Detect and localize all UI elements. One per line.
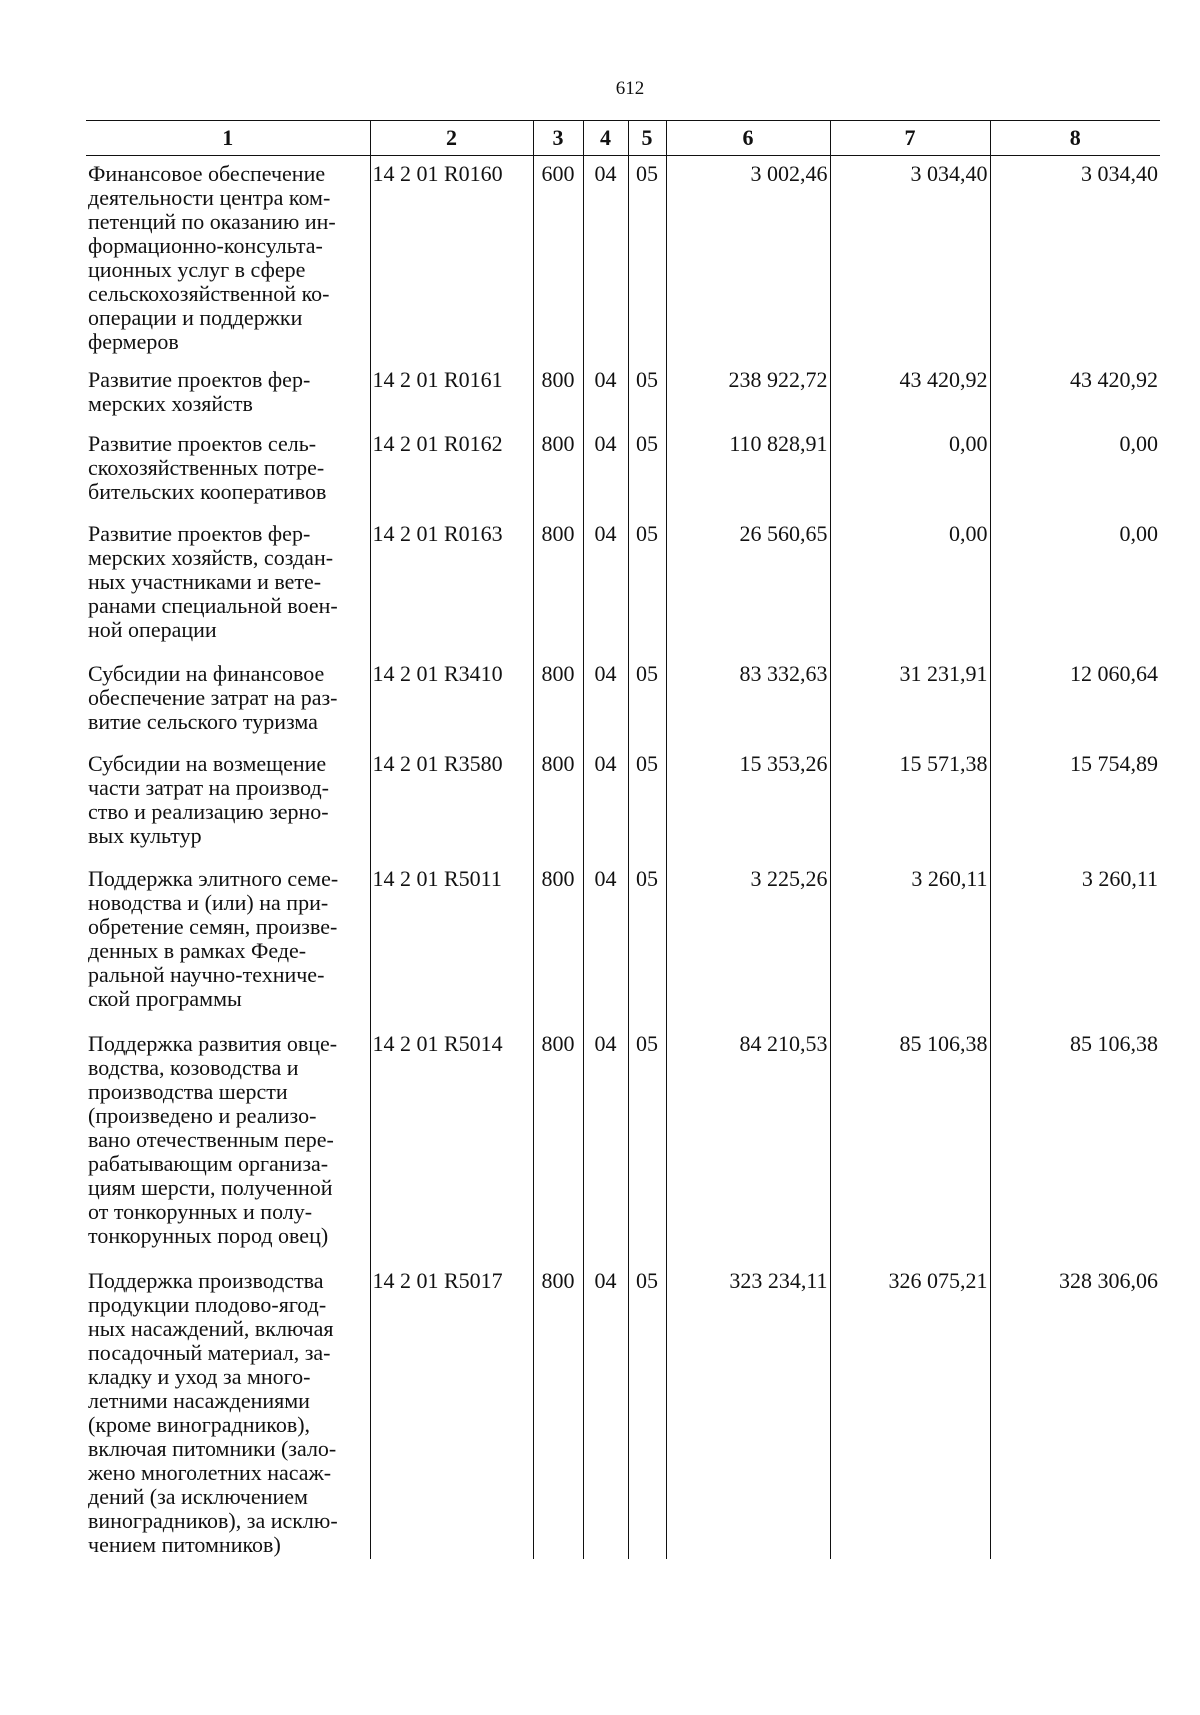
col4-cell: 04 — [583, 1026, 628, 1263]
value8-cell: 0,00 — [990, 516, 1160, 656]
col5-cell: 05 — [628, 516, 666, 656]
table-row — [86, 516, 1160, 656]
table-row — [86, 1263, 1160, 1559]
header-row — [86, 121, 1160, 156]
col3-cell: 800 — [533, 1263, 583, 1559]
col5-cell: 05 — [628, 362, 666, 426]
row-name-cell — [86, 1026, 370, 1263]
column-header: 3 — [533, 121, 583, 156]
value6-cell: 83 332,63 — [666, 656, 830, 746]
col4-cell: 04 — [583, 362, 628, 426]
table-row — [86, 746, 1160, 861]
row-name: Субсидии на финансовое обеспечение затрат на раз- витие сельского туризма — [88, 661, 338, 734]
table-row — [86, 362, 1160, 426]
column-header: 7 — [830, 121, 990, 156]
value7-cell: 43 420,92 — [830, 362, 990, 426]
value6-cell: 84 210,53 — [666, 1026, 830, 1263]
col3-cell: 800 — [533, 861, 583, 1026]
row-name: Финансовое обеспечение деятельности центра ком- петенций по оказанию ин- формационно-консульта- ционных услуг в сфере сельскохозяйственной ко- операции и поддержки фермеров — [88, 161, 336, 354]
value8-cell: 43 420,92 — [990, 362, 1160, 426]
code-cell: 14 2 01 R0163 — [370, 516, 533, 656]
value6-cell: 26 560,65 — [666, 516, 830, 656]
row-name-cell — [86, 516, 370, 656]
row-name-cell — [86, 156, 370, 363]
col4-cell: 04 — [583, 1263, 628, 1559]
row-name-cell — [86, 1263, 370, 1559]
col3-cell: 800 — [533, 656, 583, 746]
value8-cell: 3 260,11 — [990, 861, 1160, 1026]
value6-cell: 3 002,46 — [666, 156, 830, 363]
row-name-cell — [86, 426, 370, 516]
value8-cell: 3 034,40 — [990, 156, 1160, 363]
row-name: Развитие проектов фер- мерских хозяйств, создан- ных участниками и вете- ранами специальной воен- ной операции — [88, 521, 338, 642]
column-header: 2 — [370, 121, 533, 156]
code-cell: 14 2 01 R5017 — [370, 1263, 533, 1559]
col5-cell: 05 — [628, 861, 666, 1026]
col5-cell: 05 — [628, 1263, 666, 1559]
value6-cell: 323 234,11 — [666, 1263, 830, 1559]
col5-cell: 05 — [628, 426, 666, 516]
row-name: Поддержка производства продукции плодово-ягод- ных насаждений, включая посадочный материал, за- кладку и уход за много- летними насаждениями (кроме виноградников), включая питомники (зало- жено многолетних насаж- дений (за исключением виноградников), за исклю- чением питомников) — [88, 1268, 338, 1557]
value7-cell: 3 034,40 — [830, 156, 990, 363]
value7-cell: 15 571,38 — [830, 746, 990, 861]
row-name: Поддержка элитного семе- новодства и (или) на при- обретение семян, произве- денных в рамках Феде- ральной научно-техниче- ской программы — [88, 866, 339, 1011]
code-cell: 14 2 01 R0161 — [370, 362, 533, 426]
row-name: Развитие проектов сель- скохозяйственных потре- бительских кооперативов — [88, 431, 327, 504]
value8-cell: 12 060,64 — [990, 656, 1160, 746]
row-name: Субсидии на возмещение части затрат на производ- ство и реализацию зерно- вых культур — [88, 751, 329, 848]
code-cell: 14 2 01 R3410 — [370, 656, 533, 746]
column-header: 5 — [628, 121, 666, 156]
value6-cell: 110 828,91 — [666, 426, 830, 516]
row-name: Развитие проектов фер- мерских хозяйств — [88, 367, 311, 416]
value7-cell: 326 075,21 — [830, 1263, 990, 1559]
col5-cell: 05 — [628, 656, 666, 746]
code-cell: 14 2 01 R3580 — [370, 746, 533, 861]
code-cell: 14 2 01 R0162 — [370, 426, 533, 516]
column-header: 8 — [990, 121, 1160, 156]
table-row — [86, 1026, 1160, 1263]
column-header: 1 — [86, 121, 370, 156]
table-row — [86, 861, 1160, 1026]
col3-cell: 800 — [533, 362, 583, 426]
col3-cell: 800 — [533, 516, 583, 656]
code-cell: 14 2 01 R0160 — [370, 156, 533, 363]
row-name: Поддержка развития овце- водства, козоводства и производства шерсти (произведено и реализо- вано отечественным пере- рабатывающим организа- циям шерсти, полученной от тонкорунных и полу- тонкорунных пород овец) — [88, 1031, 338, 1248]
col3-cell: 800 — [533, 746, 583, 861]
code-cell: 14 2 01 R5011 — [370, 861, 533, 1026]
value8-cell: 0,00 — [990, 426, 1160, 516]
value7-cell: 0,00 — [830, 516, 990, 656]
col4-cell: 04 — [583, 656, 628, 746]
col5-cell: 05 — [628, 746, 666, 861]
value8-cell: 328 306,06 — [990, 1263, 1160, 1559]
table-row — [86, 426, 1160, 516]
row-name-cell — [86, 861, 370, 1026]
table-row — [86, 656, 1160, 746]
code-cell: 14 2 01 R5014 — [370, 1026, 533, 1263]
col4-cell: 04 — [583, 746, 628, 861]
row-name-cell — [86, 656, 370, 746]
col4-cell: 04 — [583, 861, 628, 1026]
col5-cell: 05 — [628, 156, 666, 363]
table-row — [86, 156, 1160, 363]
value7-cell: 31 231,91 — [830, 656, 990, 746]
value8-cell: 85 106,38 — [990, 1026, 1160, 1263]
value7-cell: 0,00 — [830, 426, 990, 516]
budget-table — [86, 120, 1160, 1559]
col4-cell: 04 — [583, 156, 628, 363]
column-header: 6 — [666, 121, 830, 156]
row-name-cell — [86, 362, 370, 426]
col5-cell: 05 — [628, 1026, 666, 1263]
value7-cell: 85 106,38 — [830, 1026, 990, 1263]
value7-cell: 3 260,11 — [830, 861, 990, 1026]
col3-cell: 800 — [533, 426, 583, 516]
col3-cell: 600 — [533, 156, 583, 363]
col4-cell: 04 — [583, 426, 628, 516]
col4-cell: 04 — [583, 516, 628, 656]
value6-cell: 15 353,26 — [666, 746, 830, 861]
value6-cell: 3 225,26 — [666, 861, 830, 1026]
value8-cell: 15 754,89 — [990, 746, 1160, 861]
column-header: 4 — [583, 121, 628, 156]
value6-cell: 238 922,72 — [666, 362, 830, 426]
page-number: 612 — [615, 78, 645, 99]
row-name-cell — [86, 746, 370, 861]
col3-cell: 800 — [533, 1026, 583, 1263]
